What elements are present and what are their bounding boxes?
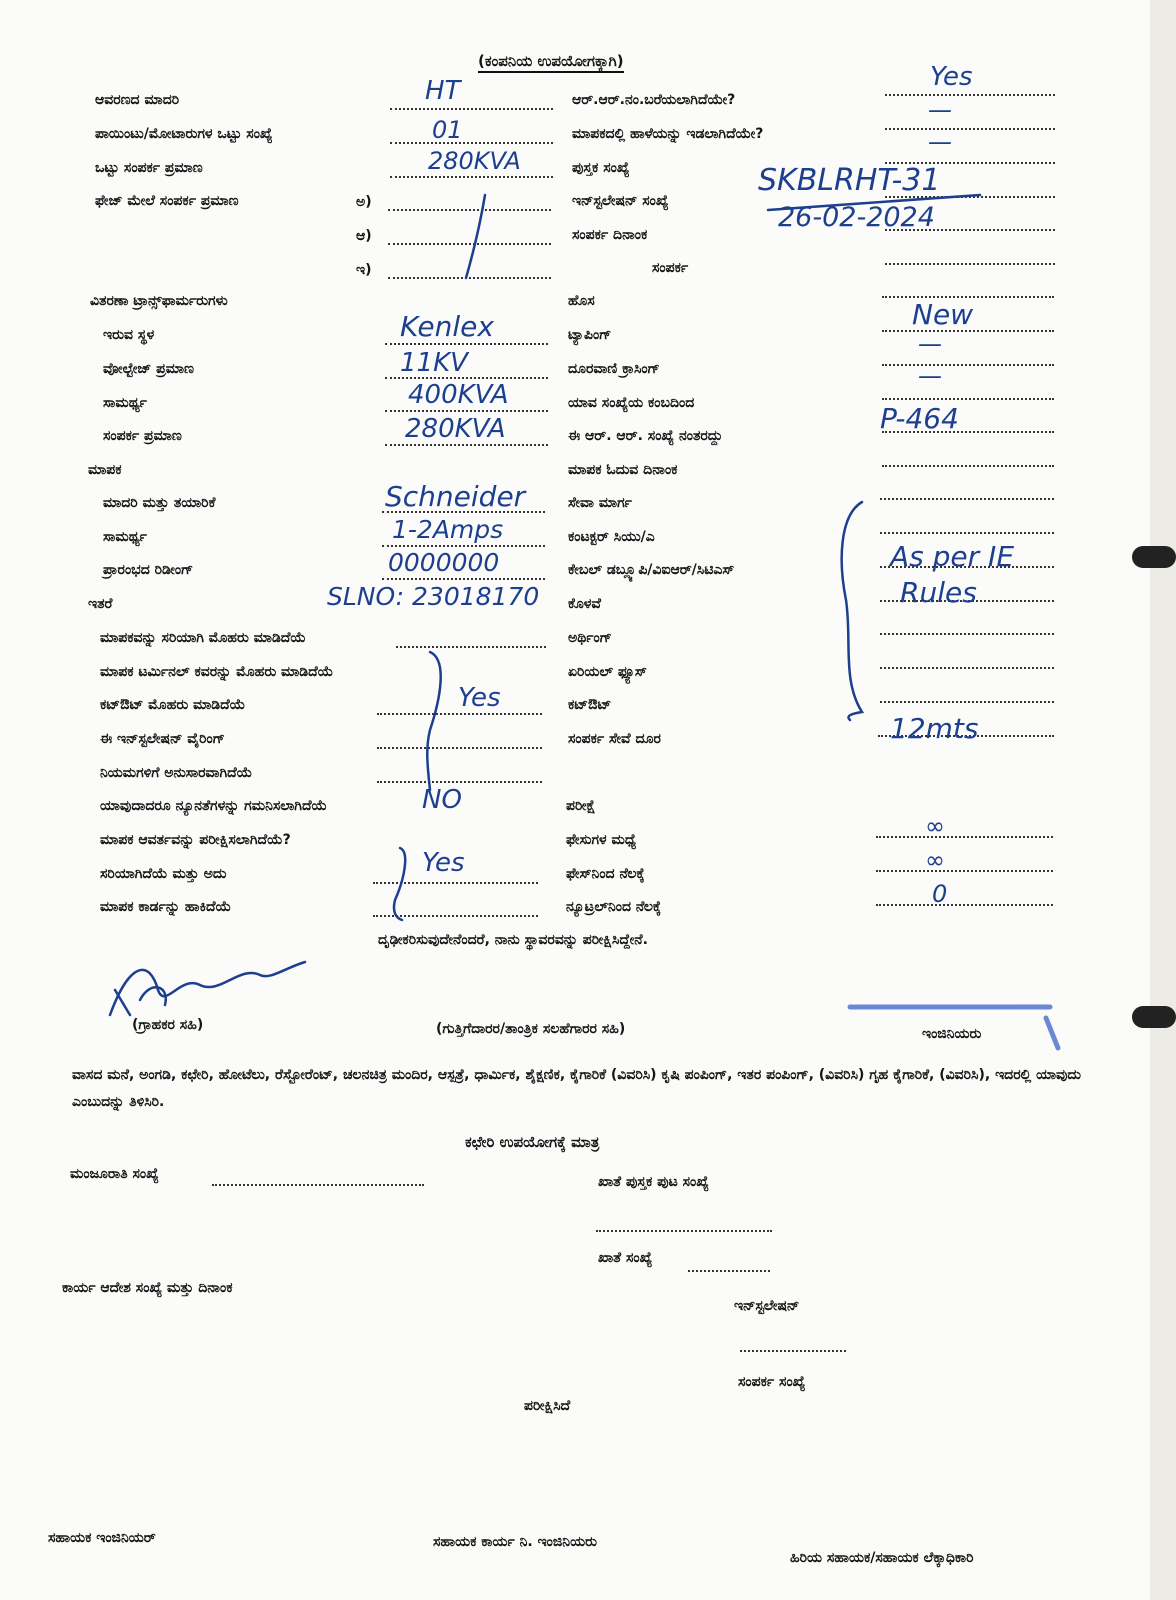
value-meter-make: Schneider [385,480,526,513]
field-label-service-distance: ಸಂಪರ್ಕ ಸೇವೆ ದೂರ [568,731,661,747]
value-rules: Rules [900,576,977,609]
field-label-terminal-sealed: ಮಾಪಕ ಟರ್ಮಿನಲ್ ಕವರನ್ನು ಮೊಹರು ಮಾಡಿದೆಯೆ [100,664,334,680]
value-neutral-to-earth: 0 [932,880,948,908]
field-label-defects: ಯಾವುದಾದರೂ ನ್ಯೂನತೆಗಳನ್ನು ಗಮನಿಸಲಾಗಿದೆಯೆ [100,798,328,814]
value-installation-no: SKBLRHT-31 [758,163,941,198]
value-tapping: New [912,298,974,331]
value-phase-to-phase: ∞ [925,812,945,840]
field-label-cutout: ಕಟ್‌ಔಟ್ [568,697,612,713]
value-capacity: 400KVA [408,380,509,410]
page-edge [1150,0,1176,1600]
phase-strike-line [466,195,485,278]
customer-signature-label: (ಗ್ರಾಹಕರ ಸಹಿ) [132,1017,204,1033]
office-use-heading: ಕಛೇರಿ ಉಪಯೋಗಕ್ಕೆ ಮಾತ್ರ [465,1133,600,1151]
field-label-meter-capacity: ಸಾಮರ್ಥ್ಯ [103,529,147,545]
field-label-total-load: ಒಟ್ಟು ಸಂಪರ್ಕ ಪ್ರಮಾಣ [95,160,203,176]
engineer-label: ಇಂಜಿನಿಯರು [922,1026,982,1042]
bracket-left [427,652,440,790]
phase-marker-a: ಅ) [356,194,372,210]
field-label-phase-to-earth: ಫೇಸ್‌ನಿಂದ ನೆಲಕ್ಕೆ [566,866,645,882]
field-label-rr-written: ಆರ್.ಆರ್.ನಂ.ಬರೆಯಲಾಗಿದೆಯೇ? [572,92,736,108]
field-label-as-per-rules: ನಿಯಮಗಳಿಗೆ ಅನುಸಾರವಾಗಿದೆಯೆ [100,765,253,781]
value-serial-no: SLNO: 23018170 [327,582,540,611]
value-book-no: — [928,128,952,156]
field-label-premises-type: ಆವರಣದ ಮಾದರಿ [95,92,180,108]
value-total-points: 01 [432,116,463,144]
field-label-pole-no: ಯಾವ ಸಂಖ್ಯೆಯ ಕಂಬದಿಂದ [568,395,695,411]
field-label-neutral-to-earth: ನ್ಯೂಟ್ರಲ್‌ನಿಂದ ನೆಲಕ್ಕೆ [566,899,662,915]
value-initial-reading: 0000000 [388,548,500,577]
value-telephone-crossing: — [918,330,942,358]
value-premises-type: HT [425,76,461,106]
checked-label: ಪರೀಕ್ಷಿಸಿದೆ [524,1398,571,1414]
value-connected-load: 280KVA [405,414,506,444]
certification-text: ದೃಢೀಕರಿಸುವುದೇನೆಂದರೆ, ನಾನು ಸ್ಥಾವರವನ್ನು ಪರೀಕ್ಷಿಸಿದ್ದೇನೆ. [378,932,648,948]
field-label-service-line: ಸೇವಾ ಮಾರ್ಗ [568,495,632,511]
field-label-correct: ಸರಿಯಾಗಿದೆಯೆ ಮತ್ತು ಅದು [100,866,227,882]
field-label-connection-date: ಸಂಪರ್ಕ ದಿನಾಂಕ [572,227,648,243]
form-title: (ಕಂಪನಿಯ ಉಪಯೋಗಕ್ಕಾಗಿ) [478,52,624,73]
field-label-meter: ಮಾಪಕ [88,462,122,478]
value-pole-no: — [918,362,942,390]
field-label-earthing: ಅರ್ಥಿಂಗ್ [568,630,612,646]
field-label-wiring: ಈ ಇನ್‌ಸ್ಟಲೇಷನ್ ವೈರಿಂಗ್ [100,731,225,747]
field-label-conduit: ಕೊಳವೆ [568,596,601,612]
asst-exec-engineer-label: ಸಹಾಯಕ ಕಾರ್ಯ ನಿ. ಇಂಜಿನಿಯರು [433,1534,597,1550]
value-defects: NO [422,785,462,815]
account-no-label: ಖಾತೆ ಸಂಖ್ಯೆ [598,1250,653,1266]
field-label-meter-sealed: ಮಾಪಕವನ್ನು ಸರಿಯಾಗಿ ಮೊಹರು ಮಾಡಿದೆಯೆ [100,630,306,646]
bracket-right [842,502,862,720]
value-meter-capacity: 1-2Amps [392,515,504,544]
field-label-phase-load: ಫೇಜ್ ಮೇಲೆ ಸಂಪರ್ಕ ಪ್ರಮಾಣ [95,193,239,209]
field-label-rr-after: ಈ ಆರ್. ಆರ್. ಸಂಖ್ಯೆ ನಂತರದ್ದು [568,428,723,444]
binder-clip-top [1132,546,1176,568]
installation-label: ಇನ್‌ಸ್ಟಲೇಷನ್ [734,1298,800,1314]
value-total-load: 280KVA [428,147,521,175]
work-order-label: ಕಾರ್ಯ ಆದೇಶ ಸಂಖ್ಯೆ ಮತ್ತು ದಿನಾಂಕ [62,1280,233,1296]
field-label-connected-load: ಸಂಪರ್ಕ ಪ್ರಮಾಣ [103,428,182,444]
field-label-contactor: ಕಂಟಕ್ಟರ್ ಸಿಯು/ಎ [568,529,655,545]
value-as-per-ie: As per IE [890,540,1015,573]
signature-stroke-2 [110,962,305,1015]
field-label-new: ಹೊಸ [568,293,595,309]
senior-assistant-label: ಹಿರಿಯ ಸಹಾಯಕ/ಸಹಾಯಕ ಲೆಕ್ಕಾಧಿಕಾರಿ [790,1550,974,1566]
field-label-installation-no: ಇನ್‌ಸ್ಟಲೇಷನ್ ಸಂಖ್ಯೆ [572,193,669,209]
ledger-page-label: ಖಾತೆ ಪುಸ್ತಕ ಪುಟ ಸಂಖ್ಯೆ [598,1174,709,1190]
value-cutout-sealed: Yes [458,683,501,713]
field-label-sheet-placed: ಮಾಪಕದಲ್ಲಿ ಹಾಳೆಯನ್ನು ಇಡಲಾಗಿದೆಯೇ? [572,126,764,142]
value-rr-after: P-464 [880,402,959,435]
field-label-tapping: ಟ್ಯಾಪಿಂಗ್ [568,327,612,343]
value-rr-written: Yes [930,62,973,92]
value-sheet-placed: — [928,96,952,124]
binder-clip-bottom [1132,1006,1176,1028]
field-label-test: ಪರೀಕ್ಷೆ [566,798,596,814]
field-label-voltage: ವೋಲ್ಟೇಜ್ ಪ್ರಮಾಣ [103,361,194,377]
signature-stroke-1 [115,990,130,1015]
field-label-connection: ಸಂಪರ್ಕ [652,260,689,276]
field-label-location: ಇರುವ ಸ್ಥಳ [103,327,155,343]
asst-engineer-label: ಸಹಾಯಕ ಇಂಜಿನಿಯರ್ [48,1530,156,1546]
field-label-cable: ಕೇಬಲ್ ಡಬ್ಲ್ಯೂಪಿ/ವಿಐಆರ್/ಸಿಟಿಎಸ್ [568,562,735,578]
phase-marker-b: ಆ) [356,228,372,244]
stamp-stroke [1046,1018,1058,1048]
field-label-meter-rotation: ಮಾಪಕ ಆವರ್ತವನ್ನು ಪರೀಕ್ಷಿಸಲಾಗಿದೆಯೆ? [100,832,291,848]
field-label-meter-read-date: ಮಾಪಕ ಓದುವ ದಿನಾಂಕ [568,462,678,478]
connection-no-label: ಸಂಪರ್ಕ ಸಂಖ್ಯೆ [738,1374,806,1390]
bracket-rotation [394,848,405,920]
value-correct: Yes [422,848,465,878]
phase-marker-c: ಇ) [356,262,372,278]
field-label-phase-to-phase: ಫೇಸುಗಳ ಮಧ್ಯೆ [566,832,637,848]
installation-underline [768,195,980,210]
field-label-telephone-crossing: ದೂರವಾಣಿ ಕ್ರಾಸಿಂಗ್ [568,361,660,377]
value-service-distance: 12mts [890,712,979,745]
field-label-cutout-sealed: ಕಟ್‌ಔಟ್ ಮೊಹರು ಮಾಡಿದೆಯೆ [100,697,246,713]
field-label-book-no: ಪುಸ್ತಕ ಸಂಖ್ಯೆ [572,160,630,176]
field-label-transformers: ವಿತರಣಾ ಟ್ರಾನ್ಸ್‌ಫಾರ್ಮರುಗಳು [90,293,228,309]
field-label-others: ಇತರೆ [88,596,113,612]
value-voltage: 11KV [400,348,468,378]
field-label-initial-reading: ಪ್ರಾರಂಭದ ರಿಡೀಂಗ್ [103,562,194,578]
field-label-capacity: ಸಾಮರ್ಥ್ಯ [103,395,147,411]
value-connection-date: 26-02-2024 [778,202,935,233]
sanction-no-label: ಮಂಜೂರಾತಿ ಸಂಖ್ಯೆ [70,1166,159,1182]
field-label-meter-make: ಮಾದರಿ ಮತ್ತು ತಯಾರಿಕೆ [103,495,216,511]
purpose-paragraph: ವಾಸದ ಮನೆ, ಅಂಗಡಿ, ಕಛೇರಿ, ಹೋಟೆಲು, ರೆಸ್ಟೋರೆಂಟ್, ಚಲನಚಿತ್ರ ಮಂದಿರ, ಆಸ್ಪತ್ರೆ, ಧಾರ್ಮಿಕ, ಶೈಕ್ಷಣಿಕ, ಕೈಗಾರಿಕೆ (ವಿವರಿಸಿ) ಕೃಷಿ ಪಂಪಿಂಗ್, ಇತರ ಪಂಪಿಂಗ್, (ವಿವರಿಸಿ) ಗೃಹ ಕೈಗಾರಿಕೆ, (ವಿವರಿಸಿ), ಇದರಲ್ಲಿ ಯಾವುದು ಎಂಬುದನ್ನು ತಿಳಿಸಿರಿ. [72,1067,1081,1110]
field-label-aerial-fuse: ಏರಿಯಲ್ ಫ್ಯೂಸ್ [568,664,647,680]
contractor-signature-label: (ಗುತ್ತಿಗೆದಾರರ/ತಾಂತ್ರಿಕ ಸಲಹೆಗಾರರ ಸಹಿ) [436,1021,626,1037]
field-label-meter-card: ಮಾಪಕ ಕಾರ್ಡನ್ನು ಹಾಕಿದೆಯೆ [100,899,232,915]
value-phase-to-earth: ∞ [925,846,945,874]
field-label-total-points: ಪಾಯಿಂಟು/ಮೋಟಾರುಗಳ ಒಟ್ಟು ಸಂಖ್ಯೆ [95,126,273,142]
value-location: Kenlex [400,310,494,343]
